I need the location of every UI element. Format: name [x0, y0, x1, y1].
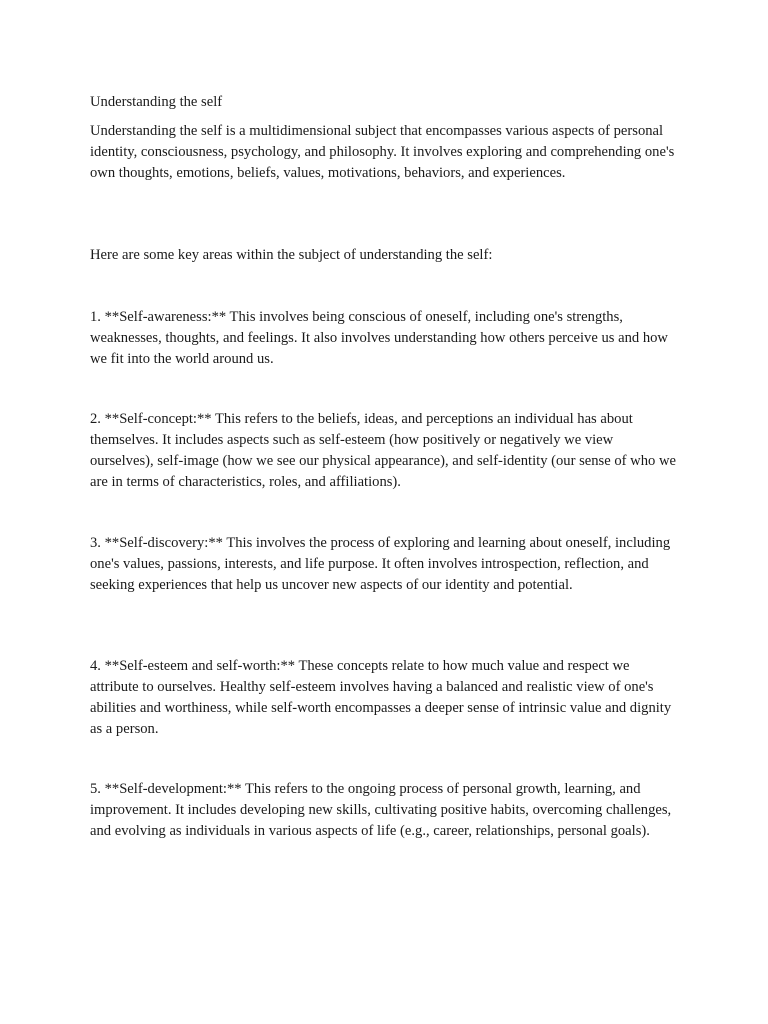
- lead-paragraph: Here are some key areas within the subject of understanding the self:: [90, 247, 493, 263]
- list-item-self-awareness: 1. **Self-awareness:** This involves being conscious of oneself, including one's strengths, weaknesses, thoughts, and feelings. It also involves understanding how others perceive us and how we fit into the world around us.: [90, 309, 668, 367]
- intro-paragraph: Understanding the self is a multidimensional subject that encompasses various aspects of personal identity, consciousness, psychology, and philosophy. It involves exploring and comprehending one's own thoughts, emotions, beliefs, values, motivations, behaviors, and experiences.: [90, 123, 675, 181]
- list-item-self-development: 5. **Self-development:** This refers to the ongoing process of personal growth, learning, and improvement. It includes developing new skills, cultivating positive habits, overcoming challenges, and evolving as individuals in various aspects of life (e.g., career, relationships, personal goals).: [90, 781, 672, 839]
- document-title: Understanding the self: [90, 94, 223, 110]
- list-item-self-discovery: 3. **Self-discovery:** This involves the process of exploring and learning about oneself, including one's values, passions, interests, and life purpose. It often involves introspection, reflection, and seeking experiences that help us uncover new aspects of our identity and potential.: [90, 535, 671, 593]
- list-item-self-concept: 2. **Self-concept:** This refers to the beliefs, ideas, and perceptions an individual has about themselves. It includes aspects such as self-esteem (how positively or negatively we view ourselves), self-image (how we see our physical appearance), and self-identity (our sense of who we are in terms of characteristics, roles, and affiliations).: [90, 411, 676, 490]
- list-item-self-esteem: 4. **Self-esteem and self-worth:** These concepts relate to how much value and respect we attribute to ourselves. Healthy self-esteem involves having a balanced and realistic view of one's abilities and worthiness, while self-worth encompasses a deeper sense of intrinsic value and dignity as a person.: [90, 658, 672, 737]
